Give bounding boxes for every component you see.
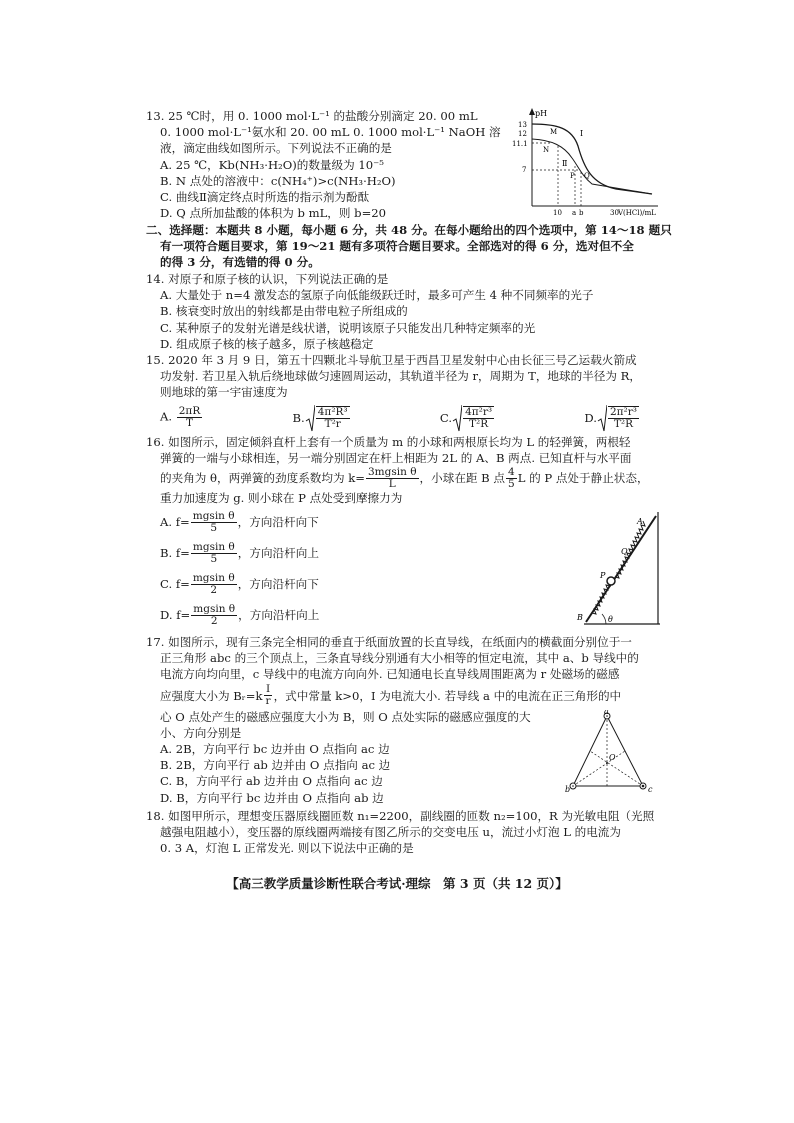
- angle-arc: [602, 614, 606, 624]
- q13-option-c: C. 曲线Ⅱ滴定终点时所选的指示剂为酚酞: [160, 190, 370, 205]
- wire-c-mark: [642, 785, 645, 788]
- q13-line3: 液，滴定曲线如图所示。下列说法不正确的是: [160, 141, 392, 156]
- q18-line3: 0. 3 A，灯泡 L 正常发光. 则以下说法中正确的是: [160, 841, 414, 856]
- page-footer: 【高三教学质量诊断性联合考试·理综 第 3 页（共 12 页）】: [226, 876, 568, 891]
- q18-line2: 越强电阻越小），变压器的原线圈两端接有图乙所示的交变电压 u，流过小灯泡 L 的电流为: [160, 825, 621, 840]
- q13-line1: 13. 25 ℃时，用 0. 1000 mol·L⁻¹ 的盐酸分别滴定 20. 00 mL: [146, 109, 478, 123]
- q17-option-d: D. B，方向平行 bc 边并由 O 点指向 ab 边: [160, 790, 384, 805]
- q15-options: [146, 401, 640, 435]
- q17-line5: 心 O 点处产生的磁感应强度大小为 B，则 O 点处实际的磁感应强度的大: [160, 709, 531, 724]
- x-tick-10: 10: [553, 209, 562, 217]
- question-18: [146, 808, 670, 857]
- q13-option-b: B. N 点处的溶液中：c(NH₄⁺)>c(NH₃·H₂O): [160, 173, 396, 188]
- q16-line1: 16. 如图所示，固定倾斜直杆上套有一个质量为 m 的小球和两根原长均为 L 的轻弹簧，两根轻: [146, 435, 631, 449]
- q17-option-b: B. 2B，方向平行 ab 边并由 O 点指向 ac 边: [160, 758, 391, 773]
- section-2-line1: 二、选择题：本题共 8 小题，每小题 6 分，共 48 分。在每小题给出的四个选项中，第 14～18 题只: [146, 223, 672, 237]
- x-tick-30: 30: [610, 209, 619, 217]
- center-o: [606, 762, 608, 764]
- q17-line3: 电流方向均向里，c 导线中的电流方向向外. 已知通电长直导线周围距离为 r 处磁场的磁感: [160, 667, 620, 682]
- theta-label: θ: [608, 615, 613, 624]
- q16-option-a: A. f= $\frac{\text{mgsin θ}}{5}$ ，方向沿杆向下: [160, 509, 319, 534]
- label-c: c: [648, 785, 653, 794]
- q15-option-b: B. $\frac{\text{4π²R³}}{\text{T²r}}$: [293, 403, 351, 433]
- spring-lower: [592, 581, 610, 614]
- point-m-label: M: [550, 128, 558, 136]
- question-14: [146, 271, 662, 352]
- q16-option-c: C. f= $\frac{\text{mgsin θ}}{2}$ ，方向沿杆向下: [160, 571, 319, 596]
- q17-line1: 17. 如图所示，现有三条完全相同的垂直于纸面放置的长直导线，在纸面内的横截面分别位于一: [146, 635, 632, 649]
- q14-option-a: A. 大量处于 n=4 激发态的氢原子向低能级跃迁时，最多可产生 4 种不同频率的光子: [160, 288, 594, 303]
- ball: [607, 577, 615, 585]
- q15-option-c: C. $\frac{\text{4π²r³}}{\text{T²R}}$: [440, 403, 495, 433]
- q13-option-d: D. Q 点所加盐酸的体积为 b mL，则 b=20: [160, 206, 387, 221]
- sqrt-sign: [452, 403, 462, 433]
- y-axis-label: pH: [535, 109, 548, 118]
- point-p-label: P: [600, 571, 606, 580]
- curve-i-label: Ⅰ: [580, 129, 584, 138]
- q13-option-a: A. 25 ℃，Kb(NH₃·H₂O)的数量级为 10⁻⁵: [160, 157, 384, 172]
- y-tick-12: 12: [518, 130, 527, 138]
- y-tick-7: 7: [522, 166, 527, 174]
- point-q-label: Q: [584, 172, 590, 180]
- q16-option-d: D. f= $\frac{\text{mgsin θ}}{2}$ ，方向沿杆向上: [160, 602, 320, 627]
- wire-b-mark: [572, 785, 574, 787]
- q17-option-c: C. B，方向平行 ab 边并由 O 点指向 ac 边: [160, 774, 383, 789]
- median-b: [573, 751, 625, 786]
- triangle-abc: [573, 716, 643, 786]
- q17-line4: 应强度大小为 Bᵣ=k $\frac{I}{r}$ ，式中常量 k>0，I 为电流大小. 若导线 a 中的电流在正三角形的中: [160, 683, 622, 708]
- x-tick-a: a: [572, 209, 577, 217]
- y-tick-11-1: 11.1: [512, 140, 528, 148]
- point-p-label: P: [570, 172, 575, 180]
- curve-ii-label: Ⅱ: [562, 159, 568, 168]
- q15-option-a: A. $\frac{2\pi R}{T}$: [160, 405, 201, 430]
- q17-line6: 小、方向分别是: [160, 725, 242, 740]
- titration-curve-figure: [512, 106, 660, 218]
- q17-line2: 正三角形 abc 的三个顶点上，三条直导线分别通有大小相等的恒定电流，其中 a、b 导线中的: [160, 651, 639, 666]
- q15-line2: 功发射. 若卫星入轨后绕地球做匀速圆周运动，其轨道半径为 r，周期为 T，地球的半径为 R，: [160, 369, 641, 384]
- q15-option-d: D. $\frac{\text{2π²r³}}{\text{T²R}}$: [584, 403, 640, 433]
- q14-option-b: B. 核衰变时放出的射线都是由带电粒子所组成的: [160, 304, 408, 319]
- point-n-label: N: [543, 146, 550, 154]
- q14-option-c: C. 某种原子的发射光谱是线状谱，说明该原子只能发出几种特定频率的光: [160, 320, 536, 335]
- label-a: a: [604, 710, 609, 716]
- q16-line3: 的夹角为 θ，两弹簧的劲度系数均为 k= $\frac{\text{3mgsin θ}}{L}$ ，小球在距 B 点 $\frac{4}{5}$ L 的 P 点处于静止状态，: [160, 465, 649, 490]
- q18-line1: 18. 如图甲所示，理想变压器原线圈匝数 n₁=2200，副线圈的匝数 n₂=100，R 为光敏电阻（光照: [146, 809, 655, 823]
- median-c: [590, 751, 643, 786]
- q15-line1: 15. 2020 年 3 月 9 日，第五十四颗北斗导航卫星于西昌卫星发射中心由长征三号乙运载火箭成: [146, 353, 637, 367]
- section-2-line2: 有一项符合题目要求，第 19～21 题有多项符合题目要求。全部选对的得 6 分，选对但不全: [160, 239, 634, 254]
- x-tick-b: b: [579, 209, 584, 217]
- q16-line2: 弹簧的一端与小球相连，另一端分别固定在杆上相距为 2L 的 A、B 两点. 已知直杆与水平面: [160, 451, 632, 466]
- section-2-line3: 的得 3 分，有选错的得 0 分。: [160, 255, 320, 270]
- q14-option-d: D. 组成原子核的核子越多，原子核越稳定: [160, 336, 374, 351]
- label-o: O: [609, 753, 616, 762]
- q17-option-a: A. 2B，方向平行 bc 边并由 O 点指向 ac 边: [160, 742, 390, 757]
- point-b-label: B: [577, 613, 583, 622]
- label-b: b: [565, 785, 571, 794]
- sqrt-sign: [305, 403, 315, 433]
- point-a-label: A: [637, 517, 643, 526]
- q16-option-b: B. f= $\frac{\text{mgsin θ}}{5}$ ，方向沿杆向上: [160, 540, 319, 565]
- question-15: [146, 352, 662, 435]
- section-2-header: [146, 222, 670, 271]
- q14-stem: 14. 对原子和原子核的认识，下列说法正确的是: [146, 272, 389, 286]
- x-axis-label: V(HCl)/mL: [618, 209, 656, 217]
- spring-upper: [615, 521, 645, 578]
- point-q-label: Q: [621, 547, 628, 556]
- y-tick-13: 13: [518, 121, 527, 129]
- q13-line2: 0. 1000 mol·L⁻¹氨水和 20. 00 mL 0. 1000 mol·L⁻¹ NaOH 溶: [160, 125, 501, 140]
- curve-ii: [532, 139, 652, 194]
- triangle-wires-figure: [565, 710, 665, 796]
- q16-line4: 重力加速度为 g. 则小球在 P 点处受到摩擦力为: [160, 491, 403, 506]
- q15-line3: 则地球的第一宇宙速度为: [160, 385, 288, 400]
- spring-incline-figure: [570, 510, 662, 628]
- sqrt-sign: [597, 403, 607, 433]
